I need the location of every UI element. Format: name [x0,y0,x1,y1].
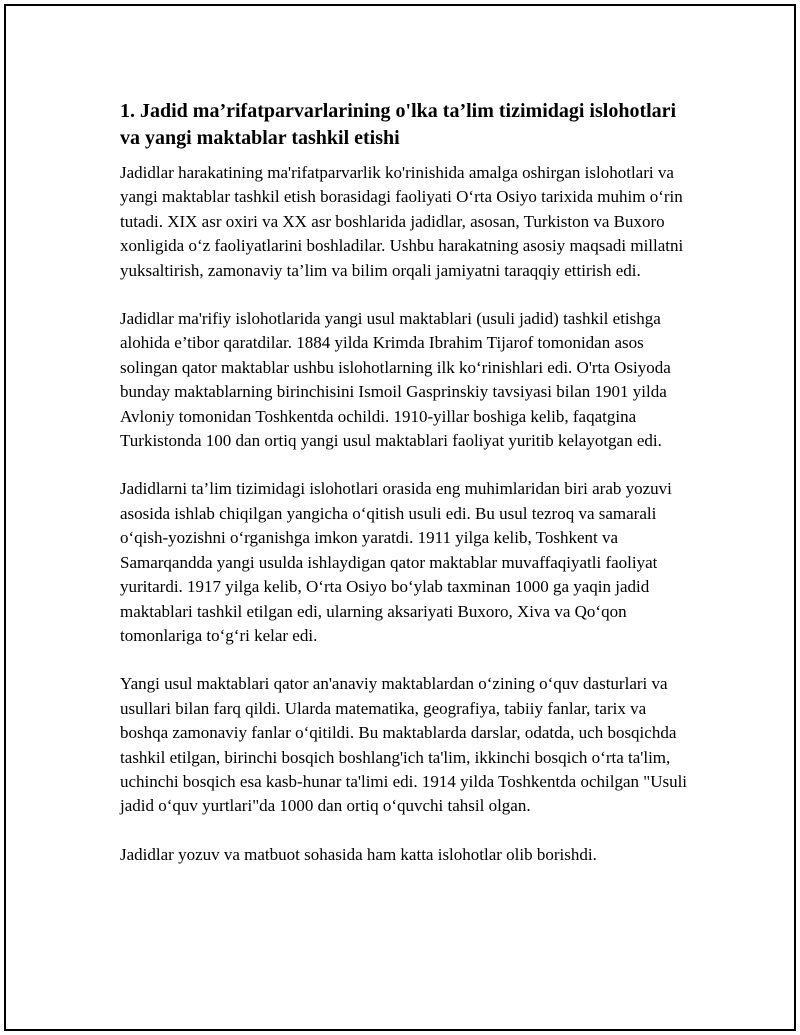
paragraph-2: Jadidlar ma'rifiy islohotlarida yangi usul maktablari (usuli jadid) tashkil etishga alohida e’tibor qaratdilar. 1884 yilda Krimda Ibrahim Tijarof tomonidan asos solingan qator maktablar ushbu islohotlarning ilk ko‘rinishlari edi. O'rta Osiyoda bunday maktablarning birinchisini Ismoil Gasprinskiy tavsiyasi bilan 1901 yilda Avloniy tomonidan Toshkentda ochildi. 1910-yillar boshiga kelib, faqatgina Turkistonda 100 dan ortiq yangi usul maktablari faoliyat yuritib kelayotgan edi. [120,309,671,451]
page-frame [4,4,796,1031]
paragraph-1: Jadidlar harakatining ma'rifatparvarlik ko'rinishida amalga oshirgan islohotlari va yangi maktablar tashkil etish borasidagi faoliyati O‘rta Osiyo tarixida muhim o‘rin tutadi. XIX asr oxiri va XX asr boshlarida jadidlar, asosan, Turkiston va Buxoro xonligida o‘z faoliyatlarini boshladilar. Ushbu harakatning asosiy maqsadi millatni yuksaltirish, zamonaviy ta’lim va bilim orqali jamiyatni taraqqiy ettirish edi. [120,163,684,280]
document-body [120,98,690,891]
section-title: 1. Jadid ma’rifatparvarlarining o'lka ta’lim tizimidagi islohotlari va yangi maktablar tashkil etishi [120,100,677,149]
paragraph-3: Jadidlarni ta’lim tizimidagi islohotlari orasida eng muhimlaridan biri arab yozuvi asosida ishlab chiqilgan yangicha o‘qitish usuli edi. Bu usul tezroq va samarali o‘qish-yozishni o‘rganishga imkon yaratdi. 1911 yilga kelib, Toshkent va Samarqandda yangi usulda ishlaydigan qator maktablar muvaffaqiyatli faoliyat yuritardi. 1917 yilga kelib, O‘rta Osiyo bo‘ylab taxminan 1000 ga yaqin jadid maktablari tashkil etilgan edi, ularning aksariyati Buxoro, Xiva va Qo‘qon tomonlariga to‘g‘ri kelar edi. [120,479,672,645]
paragraph-5: Jadidlar yozuv va matbuot sohasida ham katta islohotlar olib borishdi. [120,844,597,864]
paragraph-4: Yangi usul maktablari qator an'anaviy maktablardan o‘zining o‘quv dasturlari va usullari bilan farq qildi. Ularda matematika, geografiya, tabiiy fanlar, tarix va boshqa zamonaviy fanlar o‘qitildi. Bu maktablarda darslar, odatda, uch bosqichda tashkil etilgan, birinchi bosqich boshlang'ich ta'lim, ikkinchi bosqich o‘rta ta'lim, uchinchi bosqich esa kasb-hunar ta'limi edi. 1914 yilda Toshkentda ochilgan "Usuli jadid o‘quv yurtlari"da 1000 dan ortiq o‘quvchi tahsil olgan. [120,674,688,816]
